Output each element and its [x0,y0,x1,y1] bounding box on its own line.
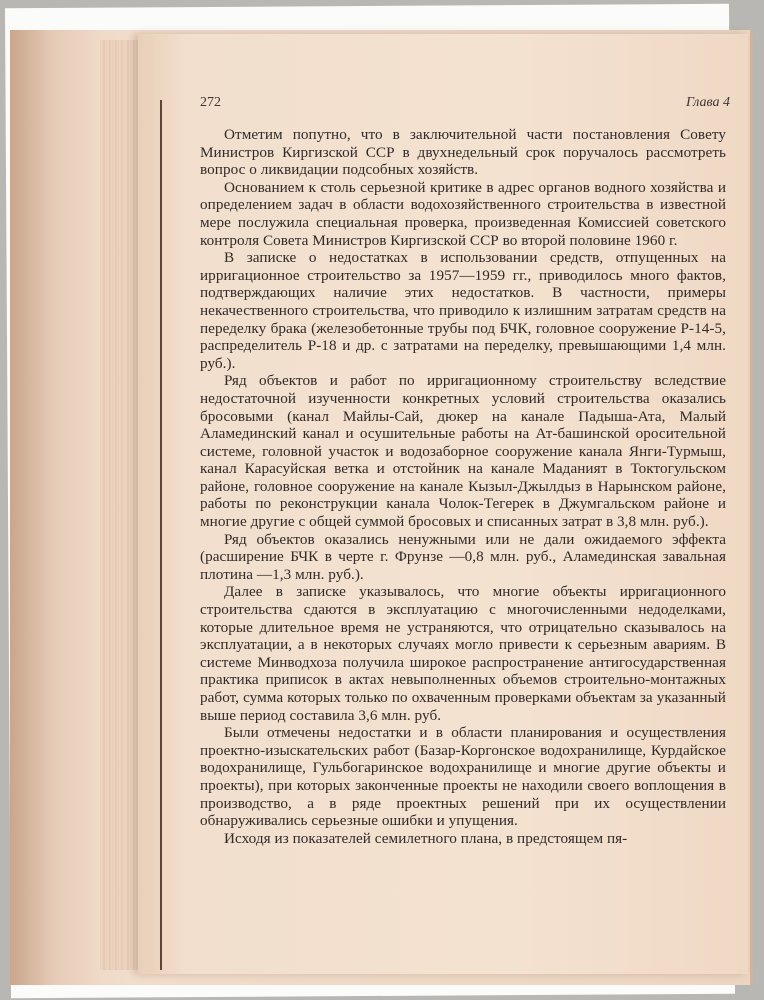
page-number: 272 [200,95,221,110]
paragraph: Далее в записке указывалось, что многие объекты ирригационного строительства сдаются в эксплуатацию с многочисленными недоделками, которые длительное время не устраняются, что отрицательно сказывалось на эксплуатации, а в некоторых случаях могло привести к серьезным авариям. В системе Минводхоза получила широкое распространение антигосударственная практика приписок в актах невыполненных объемов строительно-монтажных работ, сумма которых только по охваченным проверками объектам за указанный выше период составила 3,6 млн. руб. [200,583,726,724]
paragraph: Были отмечены недостатки и в области планирования и осуществления проектно-изыскательских работ (Базар-Коргонское водохранилище, Курдайское водохранилище, Гульбогаринское водохранилище и многие другие объекты и проекты), при которых законченные проекты не находили своего воплощения в производство, а в ряде проектных решений при их осуществлении обнаруживались серьезные ошибки и упущения. [200,724,726,830]
paragraph: В записке о недостатках в использовании средств, отпущенных на ирригационное строительство за 1957—1959 гг., приводилось много фактов, подтверждающих наличие этих недостатков. В частности, примеры некачественного строительства, что приводило к излишним затратам средств на переделку брака (железобетонные трубы под БЧК, головное сооружение Р-14-5, распределитель Р-18 и др. с затратами на переделку, превышающими 1,4 млн. руб.). [200,249,726,372]
chapter-title: Глава 4 [686,95,730,110]
running-header [200,95,730,115]
paragraph: Ряд объектов оказались ненужными или не дали ожидаемого эффекта (расширение БЧК в черте г. Фрунзе —0,8 млн. руб., Аламединская завальная плотина —1,3 млн. руб.). [200,530,726,583]
binding-line [160,100,162,970]
paragraph: Основанием к столь серьезной критике в адрес органов водного хозяйства и определением задач в области водохозяйственного строительства в известной мере послужила специальная проверка, произведенная Комиссией советского контроля Совета Министров Киргизской ССР во второй половине 1960 г. [200,178,726,249]
paragraph: Ряд объектов и работ по ирригационному строительству вследствие недостаточной изученности конкретных условий строительства оказались бросовыми (канал Майлы-Сай, дюкер на канале Падыша-Ата, Малый Аламединский канал и осушительные работы на Ат-башинской оросительной системе, головной участок и водозаборное сооружение канала Янги-Турмыш, канал Карасуйская ветка и отстойник на канале Маданият в Токтогульском районе, головное сооружение на канале Кызыл-Джылдыз в Нарынском районе, работы по реконструкции канала Чолок-Тегерек в Джумгальском районе и многие другие с общей суммой бросовых и списанных затрат в 3,8 млн. руб.). [200,372,726,531]
paragraph: Отметим попутно, что в заключительной части постановления Совету Министров Киргизской ССР в двухнедельный срок поручалось рассмотреть вопрос о ликвидации подсобных хозяйств. [200,126,726,179]
paragraph: Исходя из показателей семилетного плана, в предстоящем пя- [224,829,628,847]
body-text [200,126,726,847]
